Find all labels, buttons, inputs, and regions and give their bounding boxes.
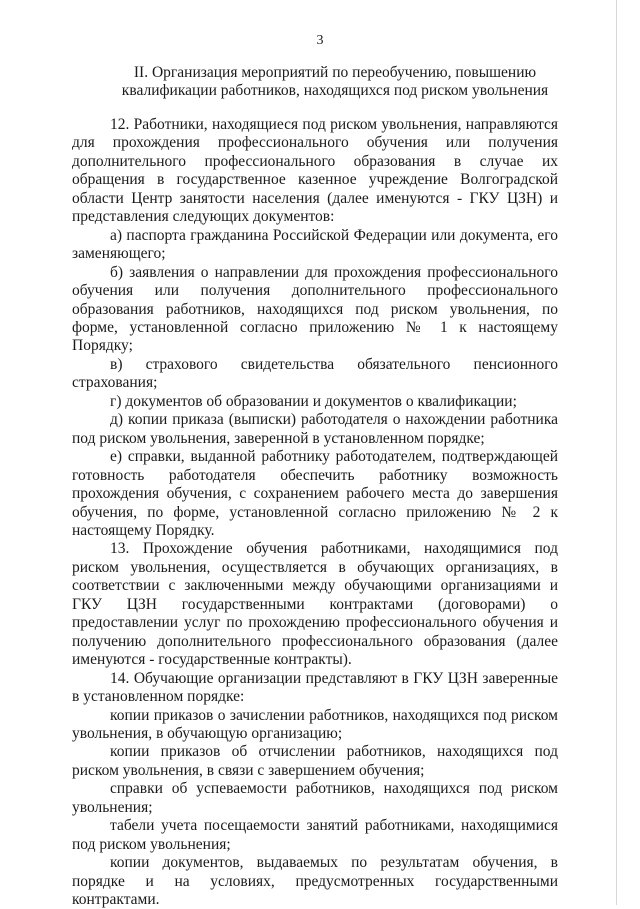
section-heading: [72, 64, 598, 100]
paragraph-14-item-5: копии документов, выдаваемых по результатам обучения, в порядке и на условиях, предусмотренных государственными контрактами.: [72, 854, 558, 909]
paragraph-14: 14. Обучающие организации представляют в ГКУ ЦЗН заверенные в установленном порядке:: [72, 669, 558, 706]
section-heading-line-2: квалификации работников, находящихся под риском увольнения: [121, 82, 549, 99]
paragraph-14-item-4: табели учета посещаемости занятий работниками, находящимися под риском увольнения;: [72, 817, 558, 853]
paragraph-12-b: б) заявления о направлении для прохождения профессионального обучения или получения дополнительного профессионального образования работников, находящихся под риском увольнения, по форме, установленной согласно приложению № 1 к настоящему Порядку;: [72, 263, 558, 355]
paragraph-12-d: д) копии приказа (выписки) работодателя о нахождении работника под риском увольнения, заверенной в установленном порядке;: [72, 411, 558, 447]
paragraph-14-item-2: копии приказов об отчислении работников, находящихся под риском увольнения, в связи с завершением обучения;: [72, 743, 558, 779]
paragraph-14-item-1: копии приказов о зачислении работников, находящихся под риском увольнения, в обучающую организацию;: [72, 706, 558, 742]
paragraph-14-item-3: справки об успеваемости работников, находящихся под риском увольнения;: [72, 780, 558, 816]
paragraph-12: 12. Работники, находящиеся под риском увольнения, направляются для прохождения профессионального обучения или получения дополнительного профессионального образования в случае их обращения в государственное казенное учреждение Волгоградской области Центр занятости населения (далее именуются - ГКУ ЦЗН) и представления следующих документов:: [72, 116, 558, 226]
paragraph-13: 13. Прохождение обучения работниками, находящимися под риском увольнения, осуществляется в обучающих организациях, в соответствии с заключенными между обучающими организациями и ГКУ ЦЗН государственными контрактами (договорами) о предоставлении услуг по прохождению профессионального обучения и получению дополнительного профессионального образования (далее именуются - государственные контракты).: [72, 540, 558, 669]
section-heading-line-1: II. Организация мероприятий по переобучению, повышению: [133, 64, 537, 81]
paragraph-12-g: г) документов об образовании и документов о квалификации;: [110, 392, 517, 410]
paragraph-12-e: е) справки, выданной работнику работодателем, подтверждающей готовность работодателя обеспечить работнику возможность прохождения обучения, с сохранением рабочего места до завершения обучения, по форме, установленной согласно приложению № 2 к настоящему Порядку.: [72, 448, 558, 539]
page-number: 3: [316, 33, 324, 48]
paragraph-12-a: а) паспорта гражданина Российской Федерации или документа, его заменяющего;: [72, 226, 558, 263]
document-body: [72, 116, 558, 909]
paragraph-12-v: в) страхового свидетельства обязательного пенсионного страхования;: [72, 355, 558, 392]
scan-edge-line: [616, 0, 617, 905]
